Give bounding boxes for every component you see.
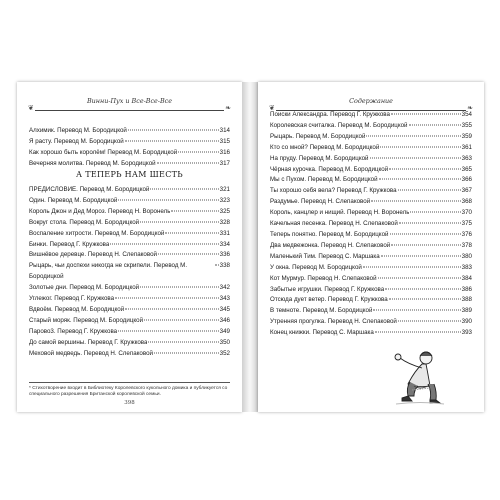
dot-leader bbox=[363, 266, 461, 267]
toc-entry bbox=[270, 121, 472, 132]
scroll-ornament-icon: ❦ bbox=[269, 104, 275, 112]
dot-leader bbox=[379, 179, 461, 180]
toc-entry-title: Отсюда дует ветер. Перевод Г. Кружкова bbox=[270, 296, 388, 304]
dot-leader bbox=[140, 287, 219, 288]
dot-leader bbox=[125, 140, 219, 141]
toc-entry bbox=[29, 294, 230, 305]
toc-entry bbox=[270, 143, 472, 154]
toc-entry-page: 375 bbox=[461, 220, 472, 228]
toc-entry-page: 367 bbox=[461, 187, 472, 195]
toc-entry bbox=[29, 159, 230, 170]
toc-entry-page: 383 bbox=[461, 263, 472, 271]
toc-entry-page: 376 bbox=[461, 230, 472, 238]
dot-leader bbox=[157, 162, 219, 163]
toc-entry-page: 325 bbox=[219, 207, 230, 215]
dot-leader bbox=[148, 341, 218, 342]
dot-leader bbox=[385, 288, 461, 289]
toc-entry-title: У окна. Перевод М. Бородицкой bbox=[270, 263, 362, 271]
dot-leader bbox=[115, 298, 219, 299]
toc-entry bbox=[270, 165, 472, 176]
scroll-ornament-icon: ❧ bbox=[467, 104, 473, 112]
toc-entry-page: 368 bbox=[461, 198, 472, 206]
left-page bbox=[17, 82, 242, 412]
toc-entry-title: Парово3. Перевод Г. Кружкова bbox=[29, 327, 118, 335]
toc-entry-title: Конец книжки. Перевод С. Маршака bbox=[270, 329, 374, 337]
toc-entry-page: 349 bbox=[219, 327, 230, 335]
toc-entry-title: Кот Мурмур. Перевод Н. Слепаковой bbox=[270, 274, 377, 282]
toc-entry bbox=[29, 316, 230, 327]
toc-entry-title: Раздумье. Перевод Н. Слепаковой bbox=[270, 198, 371, 206]
toc-entry-title: Воспаление хитрости. Перевод М. Бородицкой bbox=[29, 229, 165, 237]
running-head-title: Винни-Пух и Все-Все-Все bbox=[83, 97, 176, 105]
dot-leader bbox=[389, 299, 461, 300]
dot-leader bbox=[398, 190, 461, 191]
toc-entry-page: 317 bbox=[219, 159, 230, 167]
toc-entry-page: 350 bbox=[219, 338, 230, 346]
toc-entry-title: Теперь понятно. Перевод М. Бородицкой bbox=[270, 230, 389, 238]
toc-entry-page: 390 bbox=[461, 318, 472, 326]
toc-entry-title: Один. Перевод М. Бородицкой bbox=[29, 196, 118, 204]
toc-entry-page: 386 bbox=[461, 285, 472, 293]
toc-entry bbox=[270, 208, 472, 219]
book-gutter bbox=[242, 82, 258, 412]
toc-entry bbox=[270, 175, 472, 186]
dot-leader bbox=[178, 151, 219, 152]
toc-entry bbox=[270, 110, 472, 121]
toc-entry bbox=[270, 306, 472, 317]
toc-entry-title: На пруду. Перевод М. Бородицкой bbox=[270, 154, 369, 162]
toc-entry bbox=[270, 317, 472, 328]
toc-entry bbox=[29, 185, 230, 196]
toc-entry-page: 384 bbox=[461, 274, 472, 282]
footnote: * Стихотворение входит в Библиотеку Королевского кукольного домика и публикуется со специального разрешения Британской королевской семьи. bbox=[29, 382, 230, 398]
toc-entry-title: Золотые дни. Перевод М. Бородицкой bbox=[29, 284, 140, 292]
toc-entry bbox=[270, 186, 472, 197]
toc-entry-page: 336 bbox=[219, 251, 230, 259]
toc-entry-page: 334 bbox=[219, 240, 230, 248]
toc-entry-page: 363 bbox=[461, 154, 472, 162]
toc-entry-page: 361 bbox=[461, 143, 472, 151]
toc-entry-title: Вокруг стола. Перевод М. Бородицкой bbox=[29, 218, 140, 226]
toc-entry bbox=[29, 349, 230, 360]
toc-entry-title: ПРЕДИСЛОВИЕ. Перевод М. Бородицкой bbox=[29, 186, 150, 193]
dot-leader bbox=[409, 124, 461, 125]
toc-entry-title: Старый моряк. Перевод М. Бородицкой bbox=[29, 316, 144, 324]
toc-entry-title: Поиски Александра. Перевод Г. Кружкова bbox=[270, 111, 390, 118]
dot-leader bbox=[118, 330, 219, 331]
toc-entry-title: До самой вершины. Перевод Г. Кружкова bbox=[29, 338, 148, 346]
toc-entry bbox=[29, 218, 230, 229]
dot-leader bbox=[410, 212, 460, 213]
toc-entry bbox=[270, 219, 472, 230]
toc-entry bbox=[270, 252, 472, 263]
toc-entry-page: 323 bbox=[219, 196, 230, 204]
toc-entry-title: Рыцарь, чьи доспехи никогда не скрипели. Перевод М. Бородицкой bbox=[29, 262, 188, 281]
dot-leader bbox=[371, 201, 461, 202]
dot-leader bbox=[389, 168, 460, 169]
toc-entry bbox=[270, 274, 472, 285]
toc-entry bbox=[270, 241, 472, 252]
toc-entry-title: Меховой медведь. Перевод Н. Слепаковой bbox=[29, 349, 153, 357]
toc-entry-title: Ты хорошо себя вела? Перевод Г. Кружкова bbox=[270, 187, 397, 195]
child-with-doll-illustration bbox=[386, 348, 446, 408]
toc-entry bbox=[29, 126, 230, 137]
toc-entry bbox=[270, 295, 472, 306]
dot-leader bbox=[381, 255, 461, 256]
toc-entry-title: Рыцарь. Перевод М. Бородицкой bbox=[270, 132, 366, 140]
dot-leader bbox=[375, 332, 461, 333]
toc-entry-title: Чёрная курочка. Перевод М. Бородицкой bbox=[270, 165, 389, 173]
right-page bbox=[258, 82, 484, 412]
toc-entry bbox=[29, 250, 230, 261]
toc-entry bbox=[270, 285, 472, 296]
toc-entry bbox=[270, 132, 472, 143]
scroll-ornament-icon: ❧ bbox=[225, 104, 231, 112]
dot-leader bbox=[380, 146, 460, 147]
toc-entry-page: 343 bbox=[219, 295, 230, 303]
toc-entry bbox=[29, 338, 230, 349]
toc-entry-page: 389 bbox=[461, 307, 472, 315]
toc-entry-page: 352 bbox=[219, 349, 230, 357]
dot-leader bbox=[158, 254, 219, 255]
toc-entry-title: Вдвоём. Перевод М. Бородицкой bbox=[29, 305, 125, 313]
toc-entry bbox=[29, 229, 230, 240]
toc-entry bbox=[270, 154, 472, 165]
toc-entry bbox=[29, 196, 230, 207]
toc-entry-title: Качельная песенка. Перевод Н. Слепаковой bbox=[270, 220, 398, 228]
scroll-ornament-icon: ❦ bbox=[28, 104, 34, 112]
dot-leader bbox=[391, 114, 461, 115]
dot-leader bbox=[128, 130, 219, 131]
toc-entry bbox=[29, 207, 230, 218]
dot-leader bbox=[165, 232, 218, 233]
toc-entry-page: 393 bbox=[461, 329, 472, 337]
toc-entry-page: 328 bbox=[219, 218, 230, 226]
toc-entry bbox=[29, 283, 230, 294]
toc-entry bbox=[270, 328, 472, 339]
dot-leader bbox=[370, 157, 461, 158]
dot-leader bbox=[140, 221, 219, 222]
dot-leader bbox=[171, 210, 218, 211]
dot-leader bbox=[378, 277, 461, 278]
toc-entry-page: 388 bbox=[461, 296, 472, 304]
toc-entry-page: 345 bbox=[219, 305, 230, 313]
dot-leader bbox=[118, 199, 218, 200]
dot-leader bbox=[399, 223, 461, 224]
toc-entry bbox=[29, 261, 230, 283]
toc-entry-title: В темноте. Перевод М. Бородицкой bbox=[270, 307, 373, 315]
toc-entry-page: 316 bbox=[219, 148, 230, 156]
toc-entry-page: 355 bbox=[461, 121, 472, 129]
toc-entry bbox=[29, 240, 230, 251]
toc-entry-page: 380 bbox=[461, 252, 472, 260]
dot-leader bbox=[150, 189, 218, 190]
toc-entry-page: 359 bbox=[461, 132, 472, 140]
toc-entry-title: Король, канцлер и нищий. Перевод Н. Воронель bbox=[270, 209, 410, 217]
toc-list bbox=[270, 110, 472, 339]
toc-entry-page: 338 bbox=[219, 262, 230, 270]
dot-leader bbox=[144, 319, 219, 320]
toc-entry-title: Два медвежонка. Перевод Н. Слепаковой bbox=[270, 241, 391, 249]
toc-entry-title: Королевская считалка. Перевод М. Бородицкой bbox=[270, 121, 408, 129]
toc-entry bbox=[29, 305, 230, 316]
toc-entry-title: Утренняя прогулка. Перевод Н. Слепаковой bbox=[270, 318, 397, 326]
toc-entry-page: 331 bbox=[219, 229, 230, 237]
page-number: 398 bbox=[124, 400, 135, 406]
dot-leader bbox=[366, 135, 460, 136]
toc-entry-title: Бинки. Перевод Г. Кружкова bbox=[29, 240, 110, 248]
toc-entry bbox=[270, 197, 472, 208]
toc-entry-page: 370 bbox=[461, 209, 472, 217]
toc-entry-page: 321 bbox=[219, 186, 230, 193]
running-head-title: Содержание bbox=[345, 97, 397, 105]
toc-entry-page: 315 bbox=[219, 137, 230, 145]
dot-leader bbox=[398, 321, 461, 322]
section-title: А ТЕПЕРЬ НАМ ШЕСТЬ bbox=[76, 170, 183, 179]
toc-entry-page: 354 bbox=[461, 111, 472, 118]
toc-entry-title: Король Джон и Дед Мороз. Перевод Н. Воронель bbox=[29, 207, 171, 215]
dot-leader bbox=[125, 308, 218, 309]
toc-entry-page: 365 bbox=[461, 165, 472, 173]
toc-list-bottom bbox=[29, 185, 230, 360]
toc-entry-title: Кто со мной? Перевод М. Бородицкой bbox=[270, 143, 380, 151]
toc-entry-page: 314 bbox=[219, 127, 230, 134]
toc-entry bbox=[29, 137, 230, 148]
toc-entry-title: Вишнёвое деревце. Перевод Н. Слепаковой bbox=[29, 251, 157, 259]
dot-leader bbox=[373, 310, 460, 311]
toc-entry-title: Мы с Пухом. Перевод М. Бородицкой bbox=[270, 176, 378, 184]
toc-entry bbox=[270, 263, 472, 274]
toc-entry-page: 346 bbox=[219, 316, 230, 324]
toc-entry-title: Как хорошо быть королём! Перевод М. Бородицкой bbox=[29, 148, 178, 156]
toc-entry-title: Забытые игрушки. Перевод Г. Кружкова bbox=[270, 285, 385, 293]
dot-leader bbox=[154, 352, 219, 353]
toc-entry bbox=[270, 230, 472, 241]
toc-entry-page: 342 bbox=[219, 284, 230, 292]
toc-entry-title: Я расту. Перевод М. Бородицкой bbox=[29, 137, 124, 145]
left-running-head bbox=[28, 97, 231, 112]
toc-entry bbox=[29, 148, 230, 159]
toc-entry-page: 378 bbox=[461, 241, 472, 249]
toc-entry-title: Вечерняя молитва. Перевод М. Бородицкой bbox=[29, 159, 156, 167]
toc-entry bbox=[29, 327, 230, 338]
dot-leader bbox=[215, 265, 219, 266]
toc-entry-title: Алхимик. Перевод М. Бородицкой bbox=[29, 127, 127, 134]
toc-list-top bbox=[29, 126, 230, 170]
toc-entry-page: 366 bbox=[461, 176, 472, 184]
dot-leader bbox=[110, 243, 218, 244]
toc-entry-title: Маленький Тим. Перевод С. Маршака bbox=[270, 252, 380, 260]
dot-leader bbox=[390, 233, 461, 234]
dot-leader bbox=[391, 244, 460, 245]
toc-entry-title: Углежог. Перевод Г. Кружкова bbox=[29, 295, 115, 303]
